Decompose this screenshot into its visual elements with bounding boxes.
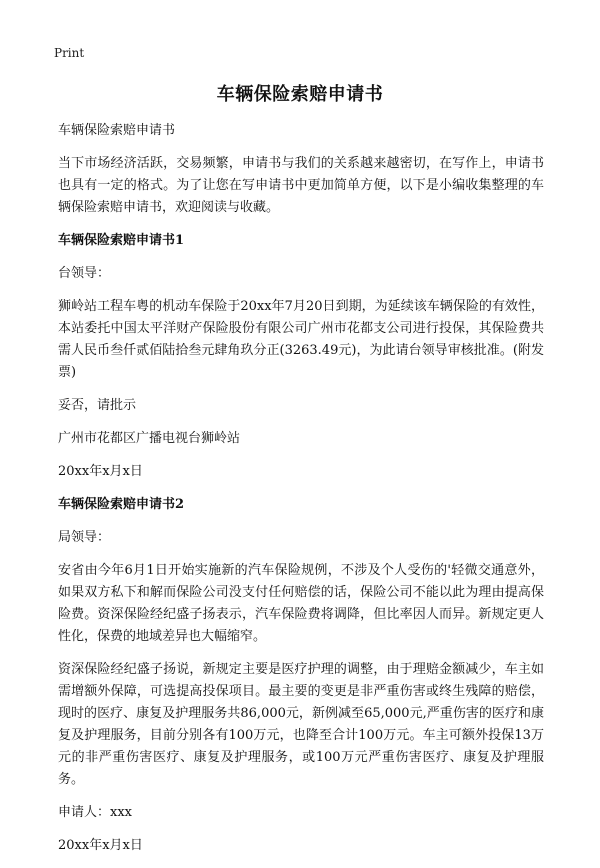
section1-heading: 车辆保险索赔申请书1 [58,233,185,248]
section2-applicant: 申请人：xxx [58,805,132,820]
section2-heading: 车辆保险索赔申请书2 [58,497,185,512]
section2-body-2: 资深保险经纪盛子扬说，新规定主要是医疗护理的调整，由于理赔金额减少，车主如需增额外保障，可选提高投保项目。最主要的变更是非严重伤害或终生残障的赔偿，现时的医疗、康复及护理服务共86,000元，新例减至65,000元,严重伤害的医疗和康复及护理服务，目前分别各有100万元，也降至合计100万元。车主可额外投保13万元的非严重伤害医疗、康复及护理服务，或100万元严重伤害医疗、康复及护理服务。 [58,662,544,787]
section1-body: 狮岭站工程车粤的机动车保险于20xx年7月20日到期，为延续该车辆保险的有效性，本站委托中国太平洋财产保险股份有限公司广州市花都支公司进行投保，其保险费共需人民币叁仟贰佰陆拾叁元肆角玖分正(3263.49元)，为此请台领导审核批准。(附发票) [58,299,544,380]
document-content [58,120,544,868]
document-subtitle: 车辆保险索赔申请书 [58,123,176,138]
section2-body-1: 安省由今年6月1日开始实施新的汽车保险规例，不涉及个人受伤的'轻微交通意外，如果双方私下和解而保险公司没支付任何赔偿的话，保险公司不能以此为理由提高保险费。资深保险经纪盛子扬表示，汽车保险费将调降，但比率因人而异。新规定更人性化，保费的地域差异也大幅缩窄。 [58,563,544,644]
section2-salutation: 局领导： [58,530,111,545]
section1-org: 广州市花都区广播电视台狮岭站 [58,431,241,446]
section1-closing: 妥否，请批示 [58,398,137,413]
section1-date: 20xx年x月x日 [58,464,143,479]
intro-paragraph: 当下市场经济活跃，交易频繁，申请书与我们的关系越来越密切，在写作上，申请书也具有一定的格式。为了让您在写申请书中更加简单方便，以下是小编收集整理的车辆保险索赔申请书，欢迎阅读与收藏。 [58,156,544,215]
section2-date: 20xx年x月x日 [58,838,143,853]
print-link[interactable]: Print [54,46,85,60]
document-title: 车辆保险索赔申请书 [216,84,384,105]
section1-salutation: 台领导： [58,266,111,281]
